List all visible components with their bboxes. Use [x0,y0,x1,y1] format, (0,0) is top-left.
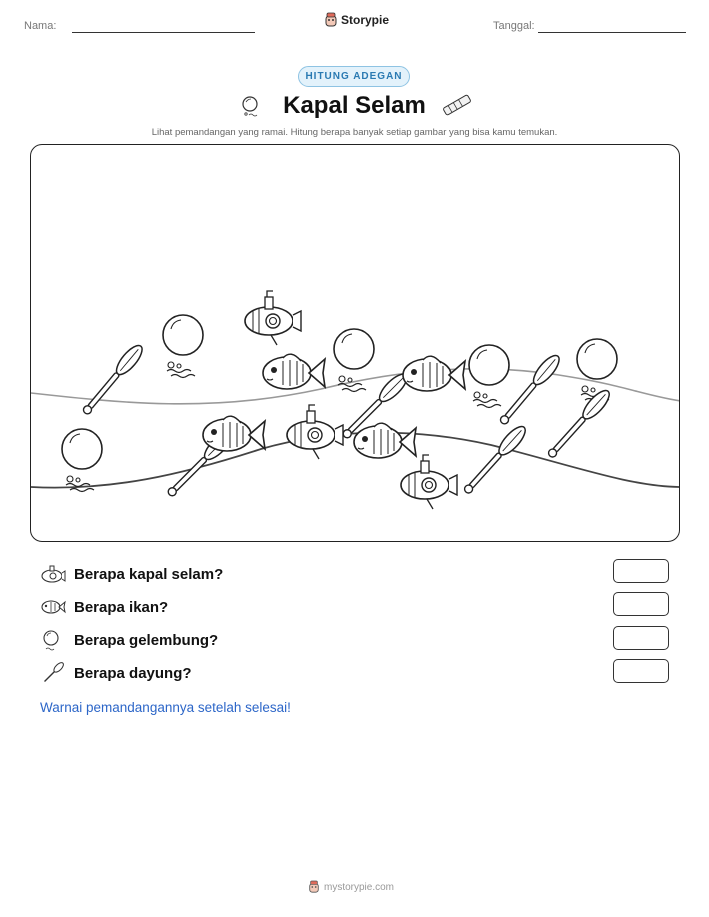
date-line[interactable] [538,32,686,33]
question-text: Berapa kapal selam? [74,565,224,583]
storypie-logo [324,12,389,28]
submarine [287,405,343,459]
submarine-icon [40,562,66,586]
footer-site[interactable]: mystorypie.com [324,881,395,893]
counting-scene [30,144,680,542]
page-title: Kapal Selam [283,92,426,119]
brand-name: Storypie [341,13,390,27]
paddle [80,342,147,418]
closing-instruction: Warnai pemandangannya setelah selesai! [40,700,291,715]
paddle [545,387,614,461]
storypie-mascot-icon [324,12,338,28]
question-text: Berapa gelembung? [74,631,219,649]
name-line[interactable] [72,32,255,33]
bubble-icon [40,628,66,652]
question-text: Berapa ikan? [74,598,169,616]
bubble [577,339,617,402]
activity-tag: HITUNG ADEGAN [298,66,410,87]
question-fish [40,594,168,620]
scene-canvas [31,145,680,542]
answer-box-paddle[interactable] [613,659,669,683]
instructions: Lihat pemandangan yang ramai. Hitung berapa banyak setiap gambar yang bisa kamu temukan. [151,127,558,138]
bubble [469,345,509,408]
storypie-mascot-icon [308,880,320,894]
bubble [163,315,203,378]
fish [403,356,465,391]
answer-box-submarine[interactable] [613,559,669,583]
question-bubble [40,627,218,653]
question-submarine [40,561,223,587]
question-text: Berapa dayung? [74,664,192,682]
answer-box-bubble[interactable] [613,626,669,650]
date-label: Tanggal: [493,20,535,32]
footer [308,880,394,894]
fish [354,423,416,458]
fish [263,354,325,389]
answer-box-fish[interactable] [613,592,669,616]
question-paddle [40,660,192,686]
fish [203,416,265,451]
submarine [245,291,301,345]
paddle [461,423,530,497]
submarine [401,455,457,509]
bubble [62,429,102,492]
fish-icon [40,595,66,619]
paddle-icon [40,661,66,685]
name-label: Nama: [24,20,57,32]
paddle-icon [441,94,473,116]
